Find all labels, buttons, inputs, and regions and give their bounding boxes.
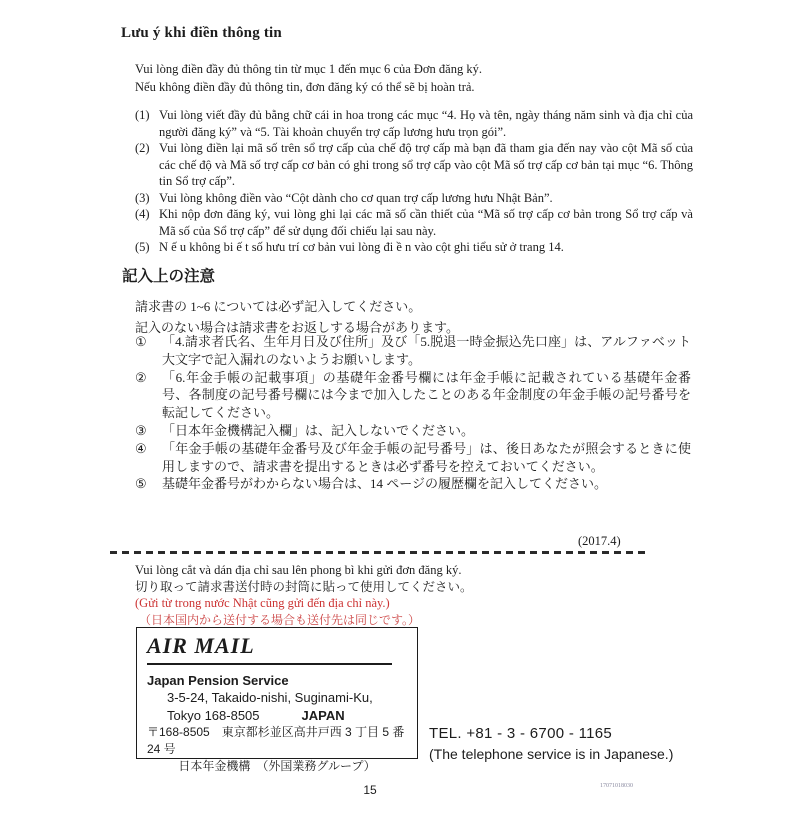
- list-item: [135, 475, 691, 493]
- airmail-underline: [147, 663, 392, 665]
- cut-dashed-line: [110, 551, 650, 554]
- list-item-marker: ②: [135, 369, 147, 385]
- list-item: [135, 107, 693, 140]
- list-item-marker: ④: [135, 440, 147, 456]
- organization-name-en: Japan Pension Service: [147, 672, 289, 688]
- address-line-2: [147, 707, 407, 725]
- telephone-info: [429, 723, 673, 764]
- organization-name-ja: 日本年金機構 （外国業務グループ）: [178, 759, 376, 773]
- list-item-text: N ế u không bi ế t số hưu trí cơ bản vui lòng đi ề n vào cột ghi tiểu sử ở trang 14.: [159, 240, 564, 254]
- japanese-intro-line-2: 記入のない場合は請求書をお返しする場合があります。: [135, 319, 459, 335]
- list-item: [135, 440, 691, 476]
- address-japanese: 〒168-8505 東京都杉並区高井戸西 3 丁目 5 番 24 号: [147, 725, 405, 756]
- list-item-text: 「年金手帳の基礎年金番号及び年金手帳の記号番号」は、後日あなたが照会するときに使用しますので、請求書を提出するときは必ず番号を控えておいてください。: [162, 440, 691, 474]
- page-number: 15: [363, 783, 377, 797]
- address-city-postal: Tokyo 168-8505: [167, 707, 260, 723]
- document-code: 17071018030: [600, 783, 633, 789]
- list-item-marker: (1): [135, 108, 150, 122]
- vietnamese-intro-line-2: Nếu không điền đầy đủ thông tin, đơn đăng ký có thể sẽ bị hoàn trả.: [135, 80, 475, 94]
- telephone-note: (The telephone service is in Japanese.): [429, 746, 674, 762]
- telephone-number: TEL. +81 - 3 - 6700 - 1165: [429, 725, 613, 742]
- japanese-intro: [135, 297, 695, 338]
- mailing-red-note-japanese: （日本国内から送付する場合も送付先は同じです。）: [139, 612, 421, 627]
- vietnamese-intro: [135, 60, 695, 96]
- list-item-text: 「6.年金手帳の記載事項」の基礎年金番号欄には年金手帳に記載されている基礎年金番号、各制度の記号番号欄には今まで加入したことのある年金制度の年金手帳の記号番号を転記してください。: [162, 369, 691, 421]
- vietnamese-numbered-list: [135, 107, 693, 256]
- mailing-red-note-vietnamese: (Gửi từ trong nước Nhật cũng gửi đến địa chỉ này.): [135, 596, 390, 610]
- list-item-marker: (2): [135, 141, 150, 155]
- japanese-intro-line-1: 請求書の 1~6 については必ず記入してください。: [135, 299, 422, 314]
- list-item-text: Vui lòng viết đầy đủ bằng chữ cái in hoa trong các mục “4. Họ và tên, ngày tháng năm sinh và địa chỉ của người đăng ký” và “5. Tài khoản chuyển trợ cấp lương hưu trọn gói”.: [159, 108, 693, 139]
- list-item: [135, 206, 693, 239]
- list-item-text: 基礎年金番号がわからない場合は、14 ページの履歴欄を記入してください。: [162, 476, 607, 492]
- address-line-1: 3-5-24, Takaido-nishi, Suginami-Ku,: [167, 690, 373, 705]
- list-item: [135, 422, 691, 440]
- list-item-text: 「日本年金機構記入欄」は、記入しないでください。: [162, 422, 475, 438]
- vietnamese-section-title: Lưu ý khi điền thông tin: [121, 25, 282, 41]
- list-item-marker: (3): [135, 190, 150, 205]
- revision-date: (2017.4): [578, 534, 621, 548]
- list-item-marker: (5): [135, 240, 150, 254]
- list-item-marker: ③: [135, 422, 147, 438]
- mailing-line-vietnamese: Vui lòng cắt và dán địa chỉ sau lên phong bì khi gửi đơn đăng ký.: [135, 563, 462, 577]
- list-item-text: Vui lòng không điền vào “Cột dành cho cơ quan trợ cấp lương hưu Nhật Bản”.: [159, 190, 553, 205]
- list-item: [135, 369, 691, 422]
- list-item: [135, 239, 693, 256]
- list-item-marker: ①: [135, 334, 147, 349]
- japanese-section-title: 記入上の注意: [122, 268, 216, 285]
- address-country: JAPAN: [301, 707, 345, 723]
- mailing-line-japanese: 切り取って請求書送付時の封筒に貼って使用してください。: [135, 580, 473, 594]
- list-item: [135, 333, 691, 369]
- list-item-text: Khi nộp đơn đăng ký, vui lòng ghi lại các mã số cần thiết của “Mã số trợ cấp cơ bản trong Sổ trợ cấp và Mã số của Sổ trợ cấp” để sử dụng đối chiếu lại sau này.: [159, 207, 693, 238]
- airmail-label: AIR MAIL: [147, 633, 255, 658]
- japanese-numbered-list: [135, 333, 691, 493]
- list-item: [135, 190, 693, 207]
- vietnamese-intro-line-1: Vui lòng điền đầy đủ thông tin từ mục 1 đến mục 6 của Đơn đăng ký.: [135, 62, 482, 76]
- list-item: [135, 140, 693, 190]
- list-item-text: Vui lòng điền lại mã số trên sổ trợ cấp của chế độ trợ cấp mà bạn đã tham gia đến nay vào cột Mã số của các chế độ và Mã số trợ cấp cơ bản có ghi trong sổ trợ cấp vào cột Mã số trợ cấp cơ bản tại mục “6. Thông tin Sổ trợ cấp”.: [159, 141, 693, 188]
- list-item-marker: ⑤: [135, 476, 147, 492]
- airmail-address-box: [136, 627, 418, 773]
- list-item-marker: (4): [135, 207, 150, 221]
- mailing-instructions: [135, 562, 695, 628]
- list-item-text: 「4.請求者氏名、生年月日及び住所」及び「5.脱退一時金振込先口座」は、アルファベット大文字で記入漏れのないようお願いします。: [162, 334, 691, 367]
